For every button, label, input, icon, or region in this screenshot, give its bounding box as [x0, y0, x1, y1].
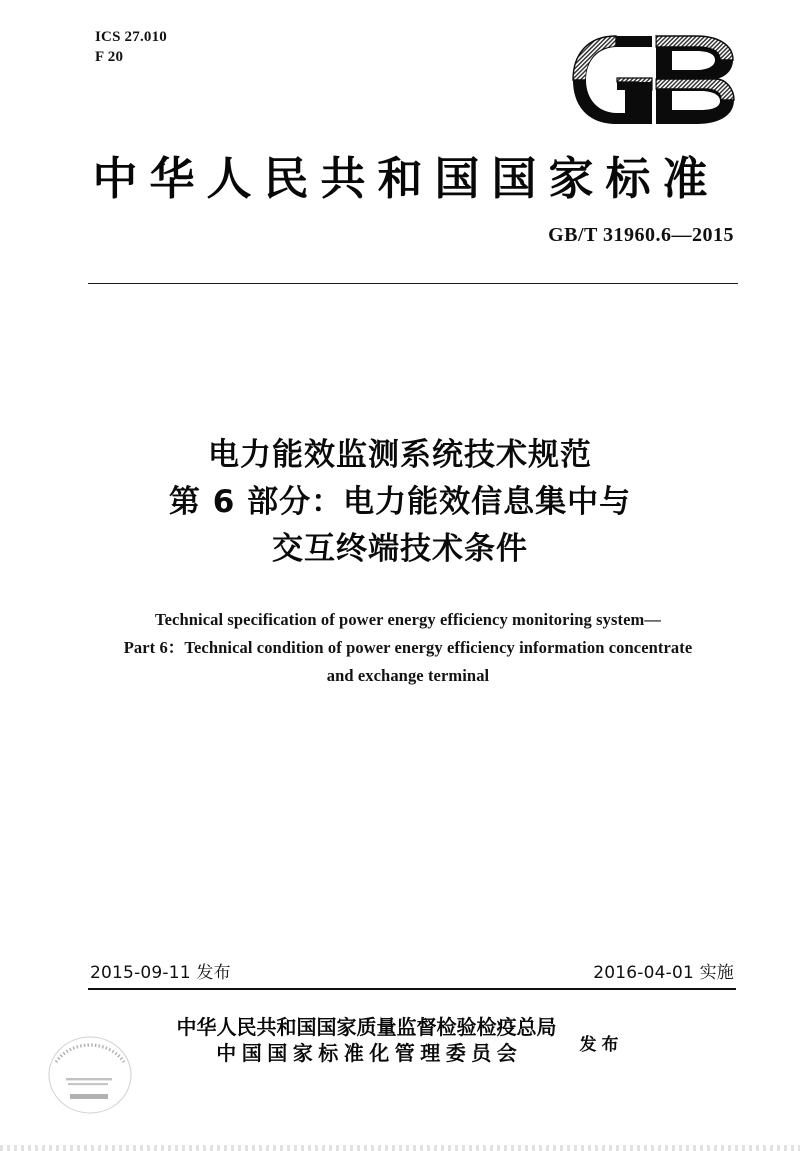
- title-cn-line-2: 第 6 部分：电力能效信息集中与: [168, 484, 632, 520]
- title-english: [90, 606, 726, 690]
- issuer-line-1: 中华人民共和国国家质量监督检验检疫总局: [176, 1015, 557, 1039]
- standard-number: GB/T 31960.6—2015: [548, 224, 734, 246]
- national-standard-header: 中华人民共和国国家标准: [92, 152, 720, 205]
- scan-edge-artifact: [0, 1145, 800, 1151]
- gb-emblem-icon: [568, 32, 738, 128]
- classification-codes: [95, 28, 167, 68]
- date-row: [90, 958, 734, 983]
- title-cn-line-1: 电力能效监测系统技术规范: [208, 437, 592, 473]
- title-chinese: [0, 432, 800, 573]
- issuer-line-2: 中国国家标准化管理委员会: [216, 1041, 523, 1065]
- title-en-line-3: and exchange terminal: [326, 666, 490, 685]
- classification-code: F 20: [95, 48, 124, 65]
- issue-verb: 发布: [579, 1034, 624, 1055]
- title-en-line-1: Technical specification of power energy efficiency monitoring system—: [155, 610, 661, 629]
- release-date: 2015-09-11 发布: [90, 963, 231, 983]
- title-cn-line-3: 交互终端技术条件: [272, 531, 528, 567]
- effective-date: 2016-04-01 实施: [593, 963, 734, 983]
- issuer-names: [177, 1014, 557, 1066]
- anti-counterfeit-stamp-icon: [44, 1032, 136, 1118]
- header-divider: [88, 283, 738, 284]
- footer-divider: [88, 988, 736, 990]
- ics-code: ICS 27.010: [95, 29, 168, 45]
- title-en-line-2: Part 6：Technical condition of power energy efficiency information concentrate: [123, 638, 693, 657]
